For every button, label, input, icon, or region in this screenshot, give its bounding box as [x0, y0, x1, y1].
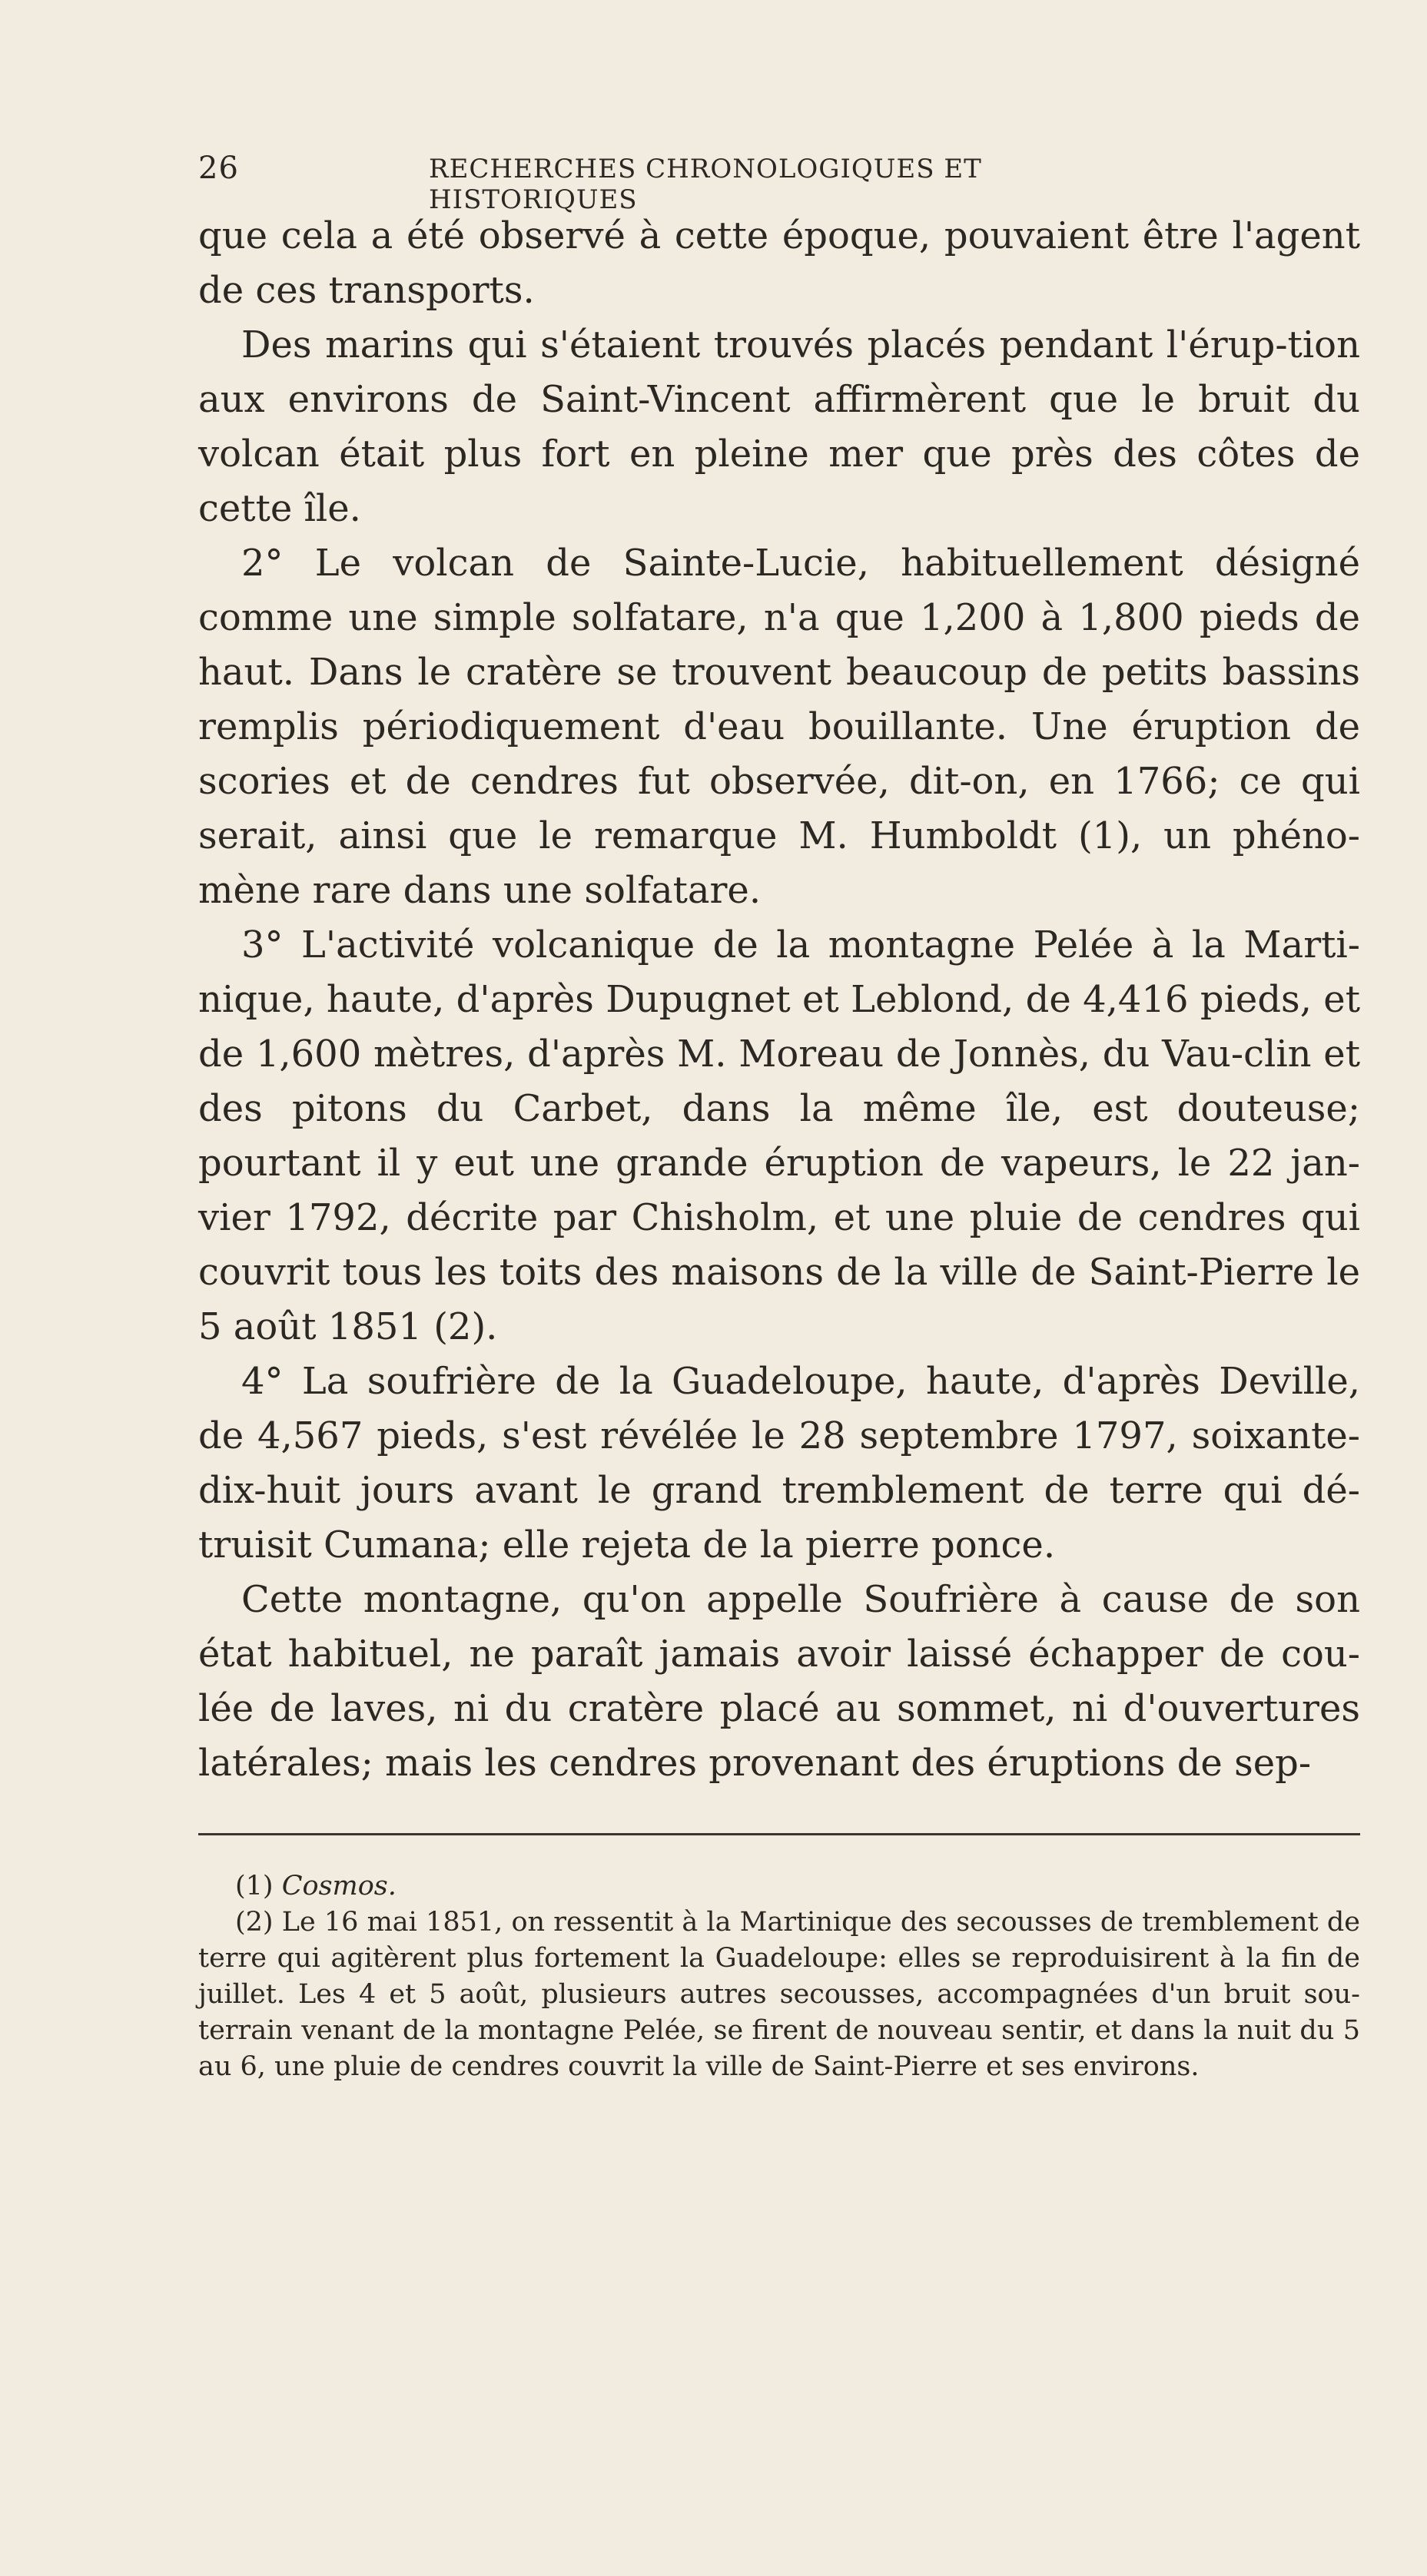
- footnote-1-marker: (1): [235, 1871, 274, 1901]
- paragraph-sainte-lucie: 2° Le volcan de Sainte-Lucie, habituellement désigné comme une simple solfatare, n'a que 1,200 à 1,800 pieds de haut. Dans le cratère se trouvent beaucoup de petits bassins remplis périodiquement d'eau bouillante. Une éruption de scories et de cendres fut observée, dit-on, en 1766; ce qui serait, ainsi que le remarque M. Humboldt (1), un phéno-mène rare dans une solfatare.: [198, 542, 1360, 912]
- paragraph-sailors: Des marins qui s'étaient trouvés placés pendant l'érup-tion aux environs de Saint-Vincent affirmèrent que le bruit du volcan était plus fort en pleine mer que près des côtes de cette île.: [198, 323, 1360, 530]
- paragraph-montagne-pelee: 3° L'activité volcanique de la montagne Pelée à la Marti-nique, haute, d'après Dupugnet et Leblond, de 4,416 pieds, et de 1,600 mètres, d'après M. Moreau de Jonnès, du Vau-clin et des pitons du Carbet, dans la même île, est douteuse; pourtant il y eut une grande éruption de vapeurs, le 22 jan-vier 1792, décrite par Chisholm, et une pluie de cendres qui couvrit tous les toits des maisons de la ville de Saint-Pierre le 5 août 1851 (2).: [198, 923, 1360, 1348]
- footnote-divider: [198, 1833, 1360, 1835]
- footnote-1: [198, 1868, 1360, 1905]
- paragraph-soufriere: Cette montagne, qu'on appelle Soufrière à cause de son état habituel, ne paraît jamais avoir laissé échapper de cou-lée de laves, ni du cratère placé au sommet, ni d'ouvertures latérales; mais les cendres provenant des éruptions de sep-: [198, 1578, 1360, 1785]
- footnotes: [198, 1868, 1360, 2085]
- footnote-2: (2) Le 16 mai 1851, on ressentit à la Martinique des secousses de tremblement de terre qui agitèrent plus fortement la Guadeloupe: elles se reproduisirent à la fin de juillet. Les 4 et 5 août, plusieurs autres secousses, accompagnées d'un bruit sou-terrain venant de la montagne Pelée, se firent de nouveau sentir, et dans la nuit du 5 au 6, une pluie de cendres couvrit la ville de Saint-Pierre et ses environs.: [198, 1907, 1360, 2082]
- page-header: [198, 151, 1197, 215]
- body-text: [198, 209, 1360, 1791]
- paragraph-guadeloupe: 4° La soufrière de la Guadeloupe, haute, d'après Deville, de 4,567 pieds, s'est révélée le 28 septembre 1797, soixante-dix-huit jours avant le grand tremblement de terre qui dé-truisit Cumana; elle rejeta de la pierre ponce.: [198, 1360, 1360, 1566]
- running-title: RECHERCHES CHRONOLOGIQUES ET HISTORIQUES: [429, 154, 982, 215]
- page-number: 26: [198, 151, 239, 186]
- paragraph-continuation: que cela a été observé à cette époque, pouvaient être l'agent de ces transports.: [198, 214, 1360, 312]
- footnote-1-text: Cosmos.: [281, 1871, 397, 1901]
